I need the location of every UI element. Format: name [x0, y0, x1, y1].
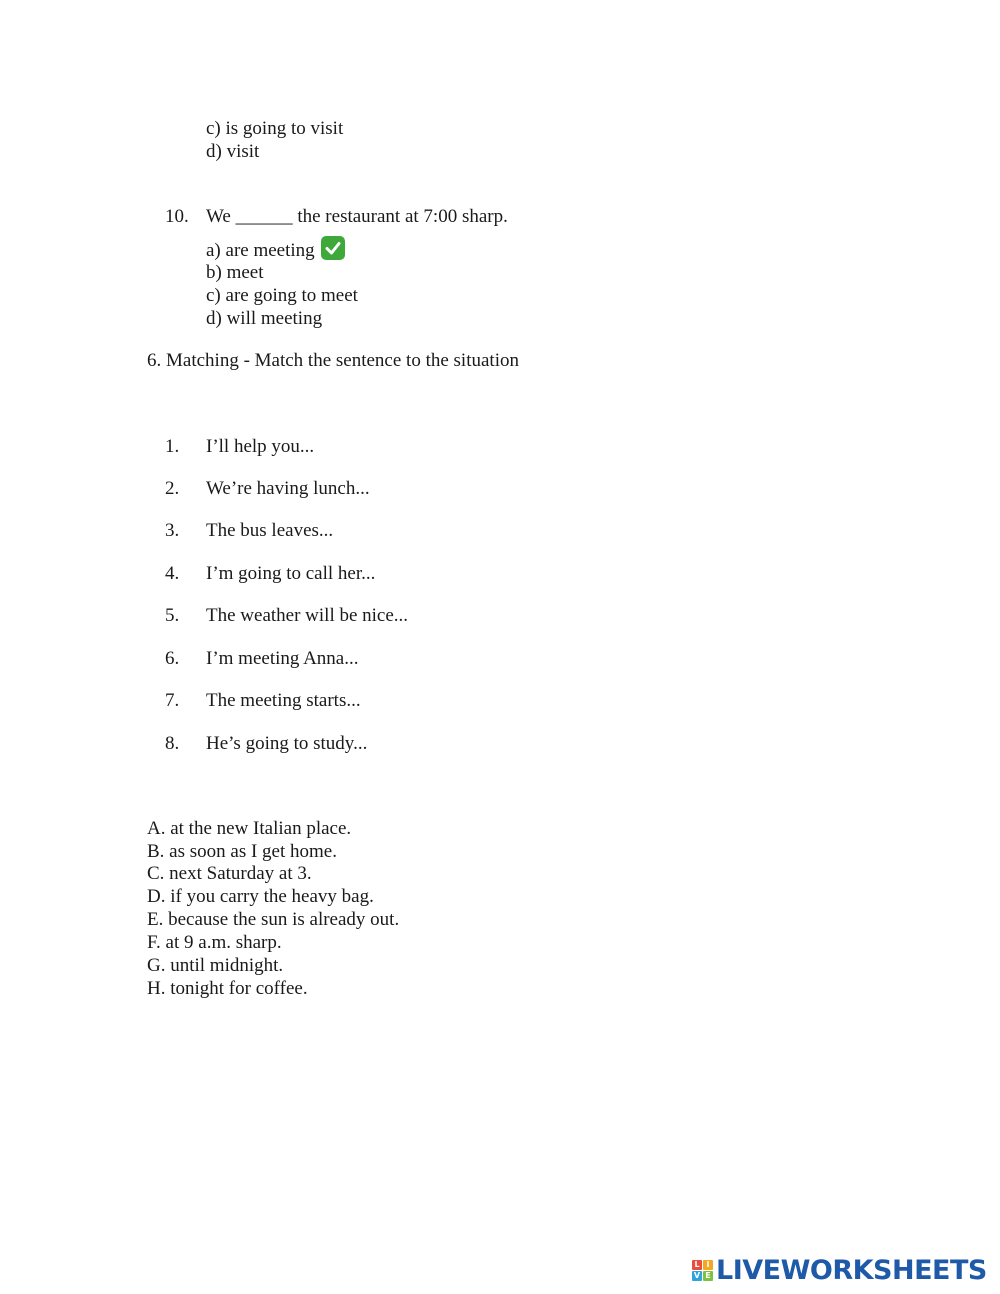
liveworksheets-logo[interactable]: [692, 1253, 987, 1287]
match-item-text: The bus leaves...: [206, 520, 334, 541]
logo-text: LIVEWORKSHEETS: [716, 1254, 987, 1286]
logo-blocks-icon: [692, 1260, 713, 1281]
q9-option-c: c) is going to visit: [206, 118, 344, 139]
match-item-text: I’m going to call her...: [206, 563, 376, 584]
q10-option-d: d) will meeting: [206, 308, 323, 329]
ending-g: G. until midnight.: [147, 955, 284, 976]
match-item-number: 8.: [165, 733, 180, 754]
match-item-text: I’ll help you...: [206, 436, 315, 457]
ending-d: D. if you carry the heavy bag.: [147, 886, 374, 907]
ending-c: C. next Saturday at 3.: [147, 863, 312, 884]
logo-block-e: E: [703, 1271, 713, 1281]
q10-option-c: c) are going to meet: [206, 285, 358, 306]
logo-block-v: V: [693, 1270, 701, 1280]
match-item-text: The meeting starts...: [206, 690, 361, 711]
logo-block-i: I: [703, 1260, 713, 1270]
ending-b: B. as soon as I get home.: [147, 841, 337, 862]
match-item-number: 3.: [165, 520, 180, 541]
check-mark-icon: [321, 236, 345, 260]
ending-f: F. at 9 a.m. sharp.: [147, 932, 282, 953]
match-item-number: 6.: [165, 648, 180, 669]
section-heading: 6. Matching - Match the sentence to the situation: [147, 350, 519, 371]
q10-option-b: b) meet: [206, 262, 264, 283]
match-item-text: The weather will be nice...: [206, 605, 409, 626]
logo-block-l: L: [692, 1260, 702, 1270]
match-item-number: 5.: [165, 605, 180, 626]
ending-e: E. because the sun is already out.: [147, 909, 400, 930]
q10-option-a: [206, 236, 345, 262]
match-item-number: 1.: [165, 436, 180, 457]
q10-number: 10.: [165, 206, 189, 227]
q10-option-a-label: a) are meeting: [206, 240, 315, 261]
match-item-number: 2.: [165, 478, 180, 499]
match-item-text: I’m meeting Anna...: [206, 648, 359, 669]
match-item-text: He’s going to study...: [206, 733, 368, 754]
q9-option-d: d) visit: [206, 141, 260, 162]
ending-a: A. at the new Italian place.: [147, 818, 352, 839]
ending-h: H. tonight for coffee.: [147, 978, 308, 999]
match-item-number: 4.: [165, 563, 180, 584]
match-item-number: 7.: [165, 690, 180, 711]
match-item-text: We’re having lunch...: [206, 478, 370, 499]
q10-text: We ______ the restaurant at 7:00 sharp.: [206, 206, 508, 227]
